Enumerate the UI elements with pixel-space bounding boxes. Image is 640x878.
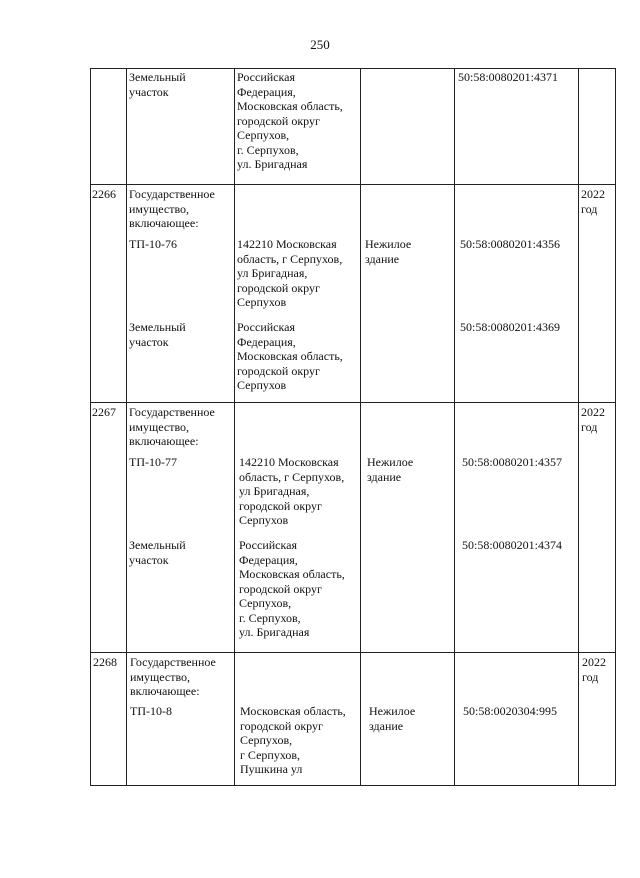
item-type: Нежилое здание <box>369 704 416 733</box>
row-year: 2022 год <box>581 405 605 434</box>
row-header: Государственное имущество, включающее: <box>130 655 216 698</box>
row-header: Государственное имущество, включающее: <box>129 405 215 448</box>
column-divider <box>234 68 235 786</box>
cadastral-number: 50:58:0080201:4369 <box>460 320 561 334</box>
item-name: Земельный участок <box>129 70 186 99</box>
column-divider <box>126 68 127 786</box>
row-year: 2022 год <box>582 655 606 684</box>
cadastral-number: 50:58:0080201:4374 <box>462 538 563 552</box>
item-address: 142210 Московская область, г Серпухов, ул Бригадная, городской округ Серпухов <box>237 237 343 309</box>
column-divider <box>578 68 579 786</box>
item-address: Российская Федерация, Московская область, городской округ Серпухов, г. Серпухов, ул. Бригадная <box>237 70 343 171</box>
table-border-top <box>90 68 616 69</box>
column-divider <box>360 68 361 786</box>
column-divider <box>454 68 455 786</box>
page-number: 250 <box>310 37 330 52</box>
item-name: ТП-10-76 <box>129 237 177 251</box>
item-name: Земельный участок <box>129 538 186 567</box>
row-number: 2267 <box>92 405 116 419</box>
item-name: ТП-10-8 <box>130 704 172 718</box>
row-number: 2268 <box>93 655 117 669</box>
row-divider <box>90 184 616 185</box>
cadastral-number: 50:58:0080201:4356 <box>460 237 561 251</box>
row-divider <box>90 402 616 403</box>
row-number: 2266 <box>92 187 116 201</box>
item-address: 142210 Московская область, г Серпухов, ул Бригадная, городской округ Серпухов <box>239 455 345 527</box>
item-name: Земельный участок <box>129 320 186 349</box>
table-border-right <box>615 68 616 786</box>
row-divider <box>90 652 616 653</box>
item-type: Нежилое здание <box>365 237 412 266</box>
row-year: 2022 год <box>581 187 605 216</box>
item-type: Нежилое здание <box>367 455 414 484</box>
cadastral-number: 50:58:0020304:995 <box>463 704 558 718</box>
cadastral-number: 50:58:0080201:4371 <box>458 70 559 84</box>
cadastral-number: 50:58:0080201:4357 <box>462 455 563 469</box>
row-header: Государственное имущество, включающее: <box>129 187 215 230</box>
item-address: Российская Федерация, Московская область, городской округ Серпухов <box>237 320 343 392</box>
column-divider <box>90 68 91 786</box>
item-address: Московская область, городской округ Серпухов, г Серпухов, Пушкина ул <box>240 704 346 776</box>
table-border-bottom <box>90 785 616 786</box>
property-table <box>90 68 616 786</box>
item-name: ТП-10-77 <box>129 455 177 469</box>
item-address: Российская Федерация, Московская область, городской округ Серпухов, г. Серпухов, ул. Бригадная <box>239 538 345 639</box>
